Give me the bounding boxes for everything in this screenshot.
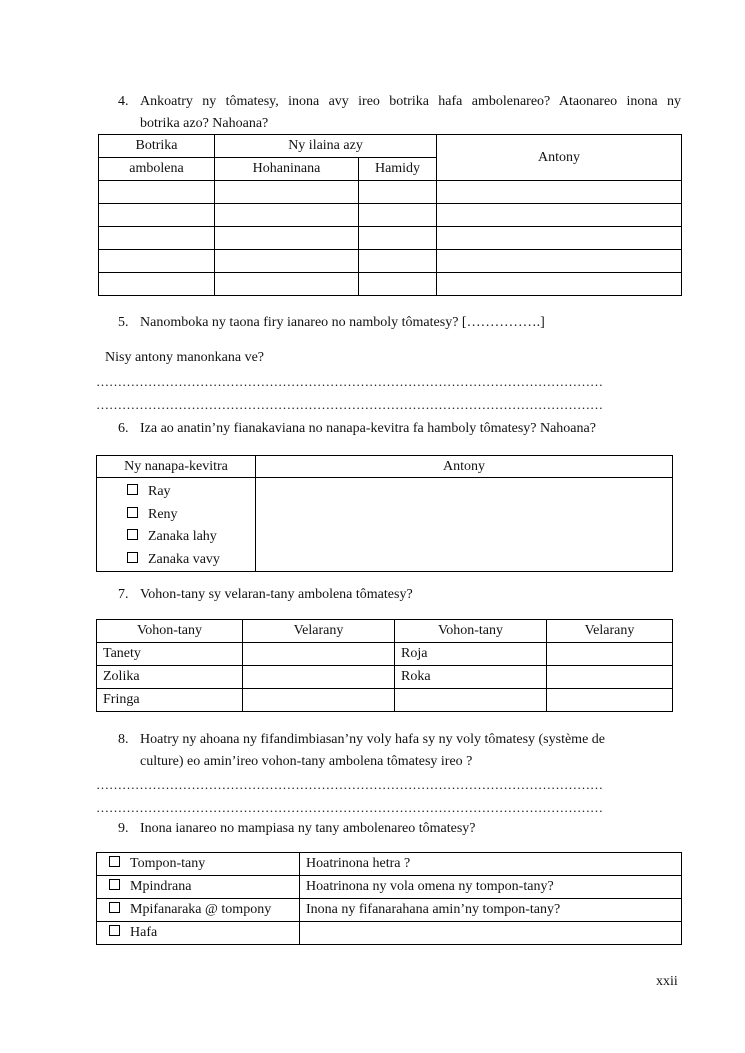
- answer-dots[interactable]: ………………………………………………………………………………………………………: [96, 800, 603, 815]
- option-tompon-tany[interactable]: Tompon-tany: [97, 853, 300, 876]
- crops-table: [98, 134, 682, 296]
- checkbox-icon[interactable]: [109, 879, 120, 890]
- follow-up-question: Hoatrinona hetra ?: [300, 853, 682, 876]
- question-8: [118, 729, 678, 773]
- land-type: Fringa: [97, 689, 243, 712]
- question-number: 8.: [118, 732, 129, 747]
- header-antony: Antony: [256, 456, 673, 478]
- question-5-sub: Nisy antony manonkana ve?: [105, 350, 265, 365]
- table-row: [97, 899, 682, 922]
- checkbox-icon[interactable]: [127, 529, 138, 540]
- question-number: 7.: [118, 587, 129, 602]
- checkbox-icon[interactable]: [127, 484, 138, 495]
- question-text: Iza ao anatin’ny fianakaviana no nanapa-kevitra fa hamboly tômatesy? Nahoana?: [140, 421, 596, 436]
- table-row: [97, 643, 673, 666]
- decision-table: [96, 455, 673, 572]
- question-7: [118, 587, 413, 603]
- table-row: [99, 250, 682, 273]
- table-row: [97, 666, 673, 689]
- question-text-line1: Ankoatry ny tômatesy, inona avy ireo botrika hafa ambolenareo? Ataonareo inona ny: [140, 94, 681, 109]
- answer-dots[interactable]: ………………………………………………………………………………………………………: [96, 397, 603, 412]
- checkbox-icon[interactable]: [127, 507, 138, 518]
- land-table: [96, 619, 673, 712]
- question-9: [118, 821, 476, 837]
- header-nanapa: Ny nanapa-kevitra: [97, 456, 256, 478]
- land-type: Roja: [395, 643, 547, 666]
- question-text-line1: Hoatry ny ahoana ny fifandimbiasan’ny voly hafa sy ny voly tômatesy (système de: [140, 732, 605, 747]
- question-6: [118, 421, 596, 437]
- option-zanaka-lahy[interactable]: Zanaka lahy: [127, 526, 255, 549]
- header-hamidy: Hamidy: [359, 158, 437, 181]
- header-ambolena: ambolena: [99, 158, 215, 181]
- checkbox-icon[interactable]: [109, 925, 120, 936]
- question-5: [118, 315, 545, 331]
- header-hohaninana: Hohaninana: [215, 158, 359, 181]
- table-row: [99, 204, 682, 227]
- follow-up-question[interactable]: [300, 922, 682, 945]
- option-zanaka-vavy[interactable]: Zanaka vavy: [127, 549, 255, 572]
- tenure-table: [96, 852, 682, 945]
- header-velarany: Velarany: [243, 620, 395, 643]
- option-hafa[interactable]: Hafa: [97, 922, 300, 945]
- question-number: 6.: [118, 421, 129, 436]
- decision-options: [97, 478, 256, 572]
- question-text: Vohon-tany sy velaran-tany ambolena tômatesy?: [140, 587, 413, 602]
- question-number: 4.: [118, 94, 129, 109]
- land-type: [395, 689, 547, 712]
- land-type: Zolika: [97, 666, 243, 689]
- header-velarany: Velarany: [547, 620, 673, 643]
- question-text: Nanomboka ny taona firy ianareo no namboly tômatesy? […………….]: [140, 315, 545, 330]
- follow-up-question: Hoatrinona ny vola omena ny tompon-tany?: [300, 876, 682, 899]
- header-vohon-tany: Vohon-tany: [395, 620, 547, 643]
- follow-up-question: Inona ny fifanarahana amin’ny tompon-tany?: [300, 899, 682, 922]
- question-number: 9.: [118, 821, 129, 836]
- question-4: [118, 91, 681, 135]
- question-text-line2: botrika azo? Nahoana?: [140, 116, 269, 131]
- header-ilaina: Ny ilaina azy: [215, 135, 437, 158]
- land-type: Tanety: [97, 643, 243, 666]
- question-text-line2: culture) eo amin’ireo vohon-tany ambolena tômatesy ireo ?: [140, 754, 473, 769]
- option-mpindrana[interactable]: Mpindrana: [97, 876, 300, 899]
- question-number: 5.: [118, 315, 129, 330]
- table-row: [99, 227, 682, 250]
- option-reny[interactable]: Reny: [127, 504, 255, 527]
- header-botrika: Botrika: [99, 135, 215, 158]
- question-text: Inona ianareo no mampiasa ny tany ambolenareo tômatesy?: [140, 821, 476, 836]
- page-number: xxii: [656, 974, 678, 989]
- option-ray[interactable]: Ray: [127, 481, 255, 504]
- checkbox-icon[interactable]: [127, 552, 138, 563]
- table-row: [97, 922, 682, 945]
- option-mpifanaraka[interactable]: Mpifanaraka @ tompony: [97, 899, 300, 922]
- table-row: [99, 181, 682, 204]
- checkbox-icon[interactable]: [109, 856, 120, 867]
- header-antony: Antony: [437, 135, 682, 181]
- table-row: [97, 876, 682, 899]
- checkbox-icon[interactable]: [109, 902, 120, 913]
- header-vohon-tany: Vohon-tany: [97, 620, 243, 643]
- antony-cell[interactable]: [256, 478, 673, 572]
- land-type: Roka: [395, 666, 547, 689]
- table-row: [99, 273, 682, 296]
- table-row: [97, 689, 673, 712]
- answer-dots[interactable]: ………………………………………………………………………………………………………: [96, 777, 603, 792]
- answer-dots[interactable]: ………………………………………………………………………………………………………: [96, 374, 603, 389]
- table-row: [97, 853, 682, 876]
